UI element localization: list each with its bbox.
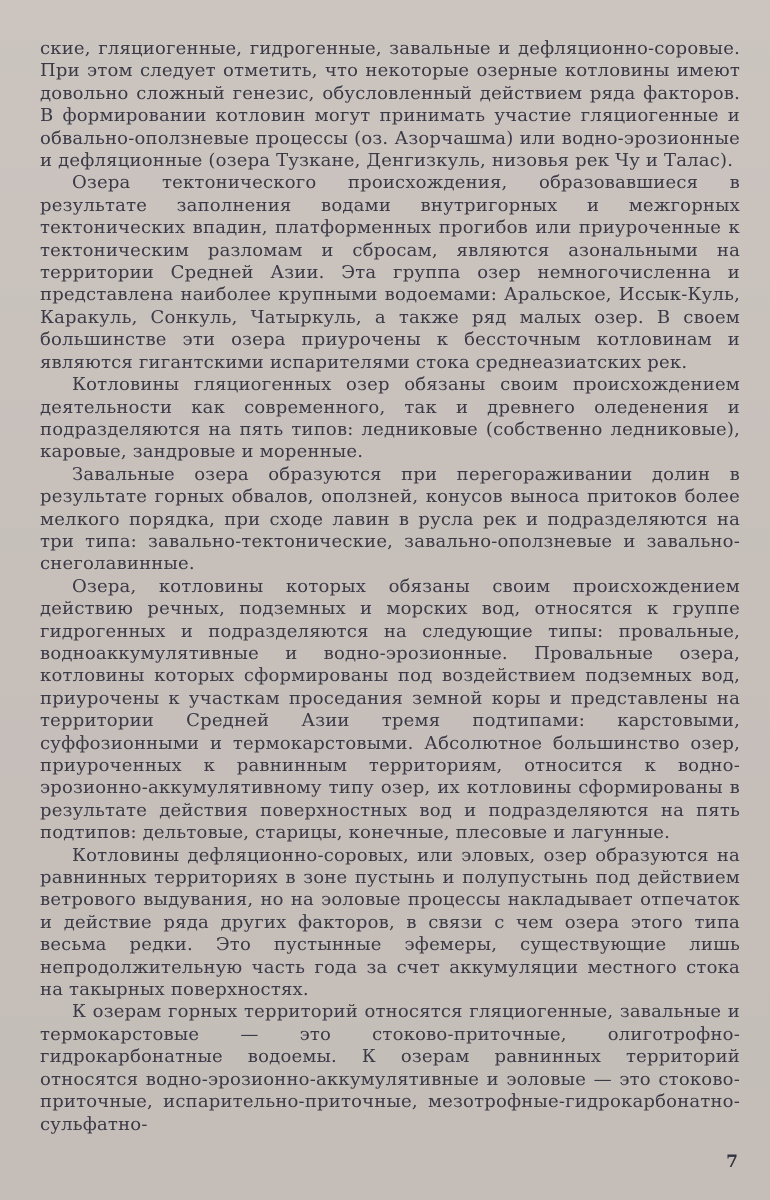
paragraph-6: Котловины дефляционно-соровых, или эловых, озер образуются на равнинных территориях в зоне пустынь и полупустынь под действием ветрового выдувания, но на эоловые процессы накладывает отпечаток и действие ряда других факторов, в связи с чем озера этого типа весьма редки. Это пустынные эфемеры, существующие лишь непродолжительную часть года за счет аккумуляции местного стока на такырных поверхностях.	[40, 844, 740, 1001]
body-text	[40, 38, 740, 1136]
page-number: 7	[726, 1152, 738, 1172]
paragraph-3: Котловины гляциогенных озер обязаны своим происхождением деятельности как современного, так и древнего оледенения и подразделяются на пять типов: ледниковые (собственно ледниковые), каровые, зандровые и моренные.	[40, 374, 740, 463]
paragraph-1: ские, гляциогенные, гидрогенные, завальные и дефляционно-соровые. При этом следует отметить, что некоторые озерные котловины имеют довольно сложный генезис, обусловленный действием ряда факторов. В формировании котловин могут принимать участие гляциогенные и обвально-оползневые процессы (оз. Азорчашма) или водно-эрозионные и дефляционные (озера Тузкане, Денгизкуль, низовья рек Чу и Талас).	[40, 38, 740, 172]
paragraph-4: Завальные озера образуются при перегораживании долин в результате горных обвалов, оползней, конусов выноса притоков более мелкого порядка, при сходе лавин в русла рек и подразделяются на три типа: завально-тектонические, завально-оползневые и завально-снеголавинные.	[40, 463, 740, 575]
paragraph-2: Озера тектонического происхождения, образовавшиеся в результате заполнения водами внутригорных и межгорных тектонических впадин, платформенных прогибов или приуроченные к тектоническим разломам и сбросам, являются азональными на территории Средней Азии. Эта группа озер немногочисленна и представлена наиболее крупными водоемами: Аральское, Иссык-Куль, Каракуль, Сонкуль, Чатыркуль, а также ряд малых озер. В своем большинстве эти озера приурочены к бессточным котловинам и являются гигантскими испарителями стока среднеазиатских рек.	[40, 172, 740, 373]
paragraph-5: Озера, котловины которых обязаны своим происхождением действию речных, подземных и морских вод, относятся к группе гидрогенных и подразделяются на следующие типы: провальные, водноаккумулятивные и водно-эрозионные. Провальные озера, котловины которых сформированы под воздействием подземных вод, приурочены к участкам проседания земной коры и представлены на территории Средней Азии тремя подтипами: карстовыми, суффозионными и термокарстовыми. Абсолютное большинство озер, приуроченных к равнинным территориям, относится к водно-эрозионно-аккумулятивному типу озер, их котловины сформированы в результате действия поверхностных вод и подразделяются на пять подтипов: дельтовые, старицы, конечные, плесовые и лагунные.	[40, 575, 740, 844]
paragraph-7: К озерам горных территорий относятся гляциогенные, завальные и термокарстовые — это стоково-приточные, олиготрофно-гидрокарбонатные водоемы. К озерам равнинных территорий относятся водно-эрозионно-аккумулятивные и эоловые — это стоково-приточные, испарительно-приточные, мезотрофные-гидрокарбонатно-сульфатно-	[40, 1001, 740, 1135]
